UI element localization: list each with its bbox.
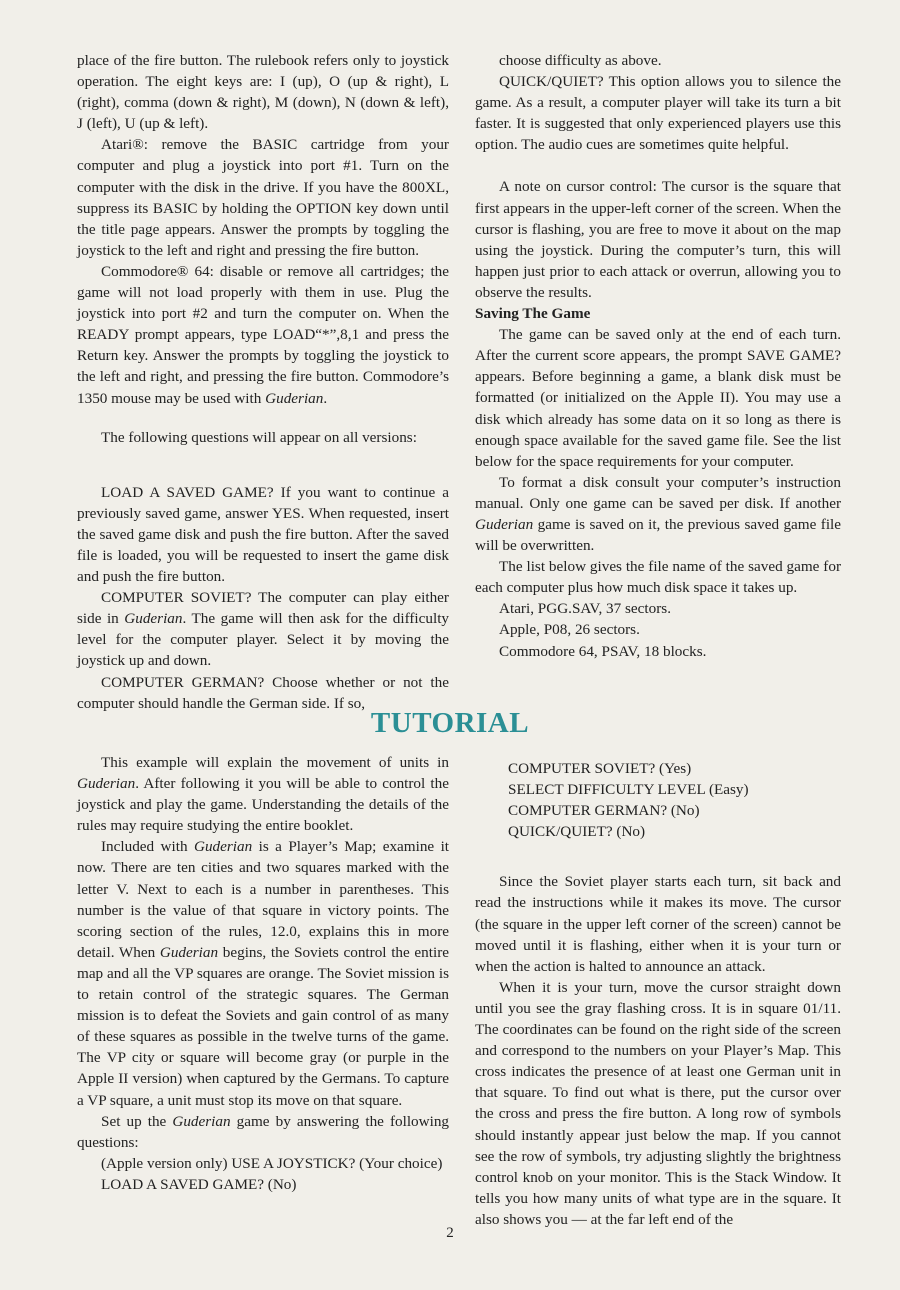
save-file-list [499, 598, 841, 661]
paragraph-end: . [323, 389, 328, 407]
list-item: QUICK/QUIET? (No) [508, 823, 646, 841]
list-item: Apple, P08, 26 sectors. [499, 621, 640, 639]
paragraph-setup-b: game by answering the following questions: [77, 1112, 450, 1151]
game-title-italic: Guderian [475, 515, 534, 533]
paragraph-computer-german: COMPUTER GERMAN? Choose whether or not the computer should handle the German side. If so, [77, 673, 449, 712]
paragraph-soviet-turn: Since the Soviet player starts each turn, sit back and read the instructions while it makes its move. The cursor (the square in the upper left corner of the screen) cannot be moved until it is flashing, either when it is your turn or when the action is halted to announce an attack. [475, 873, 841, 975]
paragraph-computer-soviet-a: COMPUTER SOVIET? The computer can play either side in [77, 589, 449, 628]
game-title-italic: Guderian [193, 838, 253, 856]
paragraph-computer-soviet-b: . The game will then ask for the difficulty level for the computer player. Select it by moving the joystick up and down. [77, 610, 450, 670]
paragraph-cursor-note: A note on cursor control: The cursor is the square that first appears in the upper-left corner of the screen. When the cursor is flashing, you are free to move it about on the map using the joystick. During the computer’s turn, this will happen just prior to each attack or overrun, allowing you to observe the results. [475, 178, 841, 301]
setup-answers-list [508, 758, 841, 842]
paragraph-load-saved-no: LOAD A SAVED GAME? (No) [101, 1175, 297, 1193]
list-item: COMPUTER GERMAN? (No) [508, 802, 700, 820]
paragraph-apple-joystick: (Apple version only) USE A JOYSTICK? (Your choice) [101, 1154, 443, 1172]
list-item: Atari, PGG.SAV, 37 sectors. [499, 600, 671, 618]
paragraph-setup [77, 1111, 449, 1153]
list-item: COMPUTER SOVIET? (Yes) [508, 760, 692, 777]
paragraph-format-disk-b: game is saved on it, the previous saved game file will be overwritten. [475, 515, 841, 555]
page-number: 2 [446, 1225, 454, 1241]
paragraph-format-disk-a: To format a disk consult your computer’s instruction manual. Only one game can be saved per disk. If another [475, 473, 841, 512]
list-item: Commodore 64, PSAV, 18 blocks. [499, 642, 707, 660]
paragraph-players-map-b: is a Player’s Map; examine it now. There are ten cities and two squares marked with the letter V. Next to each is a number in parentheses. This number is the value of that square in victory points. The scoring section of the rules, 12.0, explains this in more detail. When [77, 838, 450, 961]
paragraph-players-map-c: begins, the Soviets control the entire map and all the VP squares are orange. The Soviet mission is to retain control of the strategic squares. The German mission is to defeat the Soviets and gain control of as many of these squares as possible in the twelve turns of the game. The VP city or square will become gray (or purple in the Apple II version) when captured by the Germans. To capture a VP square, a unit must stop its move on that square. [77, 943, 449, 1109]
paragraph-commodore-text: Commodore® 64: disable or remove all cartridges; the game will not load properly with them in use. Plug the joystick into port #2 and turn the computer on. When the READY prompt appears, type LOAD“*”,8,1 and press the Return key. Answer the prompts by toggling the joystick to the left and right, and pressing the fire button. Commodore’s 1350 mouse may be used with [77, 262, 449, 407]
paragraph-questions-intro: The following questions will appear on all versions: [101, 428, 417, 446]
game-title-italic: Guderian [124, 610, 183, 628]
paragraph-keys: place of the fire button. The rulebook refers only to joystick operation. The eight keys are: I (up), O (up & right), L (right), comma (down & right), M (down), N (down & left), J (left), U (up & left). [77, 52, 449, 133]
paragraph-tutorial-intro-a: This example will explain the movement of units in [101, 754, 449, 771]
top-right-column [475, 50, 841, 662]
paragraph-load-saved: LOAD A SAVED GAME? If you want to continue a previously saved game, answer YES. When requested, insert the saved game disk and push the fire button. After the saved file is loaded, you will be requested to insert the game disk and push the fire button. [77, 483, 449, 586]
paragraph-your-turn: When it is your turn, move the cursor straight down until you see the gray flashing cross. It is in square 01/11. The coordinates can be found on the right side of the screen and correspond to the numbers on your Player’s Map. This cross indicates the presence of at least one German unit in that square. To find out what is there, put the cursor over the cross and press the fire button. A long row of symbols should instantly appear just below the map. If you cannot see the row of symbols, try adjusting slightly the brightness control knob on your monitor. This is the Stack Window. It tells you how many units of what type are in the square. It also shows you — at the far left end of the [475, 978, 841, 1228]
paragraph-setup-a: Set up the [101, 1112, 167, 1130]
game-title-italic: Guderian [172, 1112, 231, 1130]
bottom-right-column [475, 752, 841, 1230]
paragraph-players-map-a: Included with [101, 838, 188, 856]
paragraph-computer-soviet [77, 587, 449, 671]
paragraph-tutorial-intro-b: . After following it you will be able to control the joystick and play the game. Understanding the details of the rules may require studying the entire booklet. [77, 775, 449, 835]
section-heading-saving: Saving The Game [475, 305, 591, 323]
top-left-column [77, 50, 449, 714]
game-title-italic: Guderian [265, 389, 324, 407]
paragraph-atari: Atari®: remove the BASIC cartridge from your computer and plug a joystick into port #1. Turn on the computer with the disk in the drive. If you have the 800XL, suppress its BASIC by holding the OPTION key down until the title page appears. Answer the prompts by toggling the joystick to the left and right and pressing the fire button. [77, 136, 449, 259]
game-title-italic: Guderian [159, 943, 219, 961]
paragraph-file-list-intro: The list below gives the file name of the saved game for each computer plus how much disk space it takes up. [475, 558, 841, 597]
paragraph-choose-difficulty: choose difficulty as above. [499, 52, 662, 69]
bottom-left-column [77, 752, 449, 1195]
paragraph-players-map [77, 836, 449, 1110]
paragraph-tutorial-intro [77, 752, 449, 836]
paragraph-commodore [77, 261, 449, 409]
list-item: SELECT DIFFICULTY LEVEL (Easy) [508, 781, 749, 799]
paragraph-saving: The game can be saved only at the end of each turn. After the current score appears, the prompt SAVE GAME? appears. Before beginning a game, a blank disk must be formatted (or initialized on the Apple II). You may use a disk which already has some data on it so long as there is enough space available for the saved game file. See the list below for the space requirements for your computer. [475, 326, 841, 470]
section-title-tutorial: TUTORIAL [370, 707, 530, 739]
paragraph-format-disk [475, 472, 841, 556]
paragraph-quick-quiet: QUICK/QUIET? This option allows you to silence the game. As a result, a computer player will take its turn a bit faster. It is suggested that only experienced players use this option. The audio cues are sometimes quite helpful. [475, 73, 841, 154]
game-title-italic: Guderian [77, 775, 136, 793]
